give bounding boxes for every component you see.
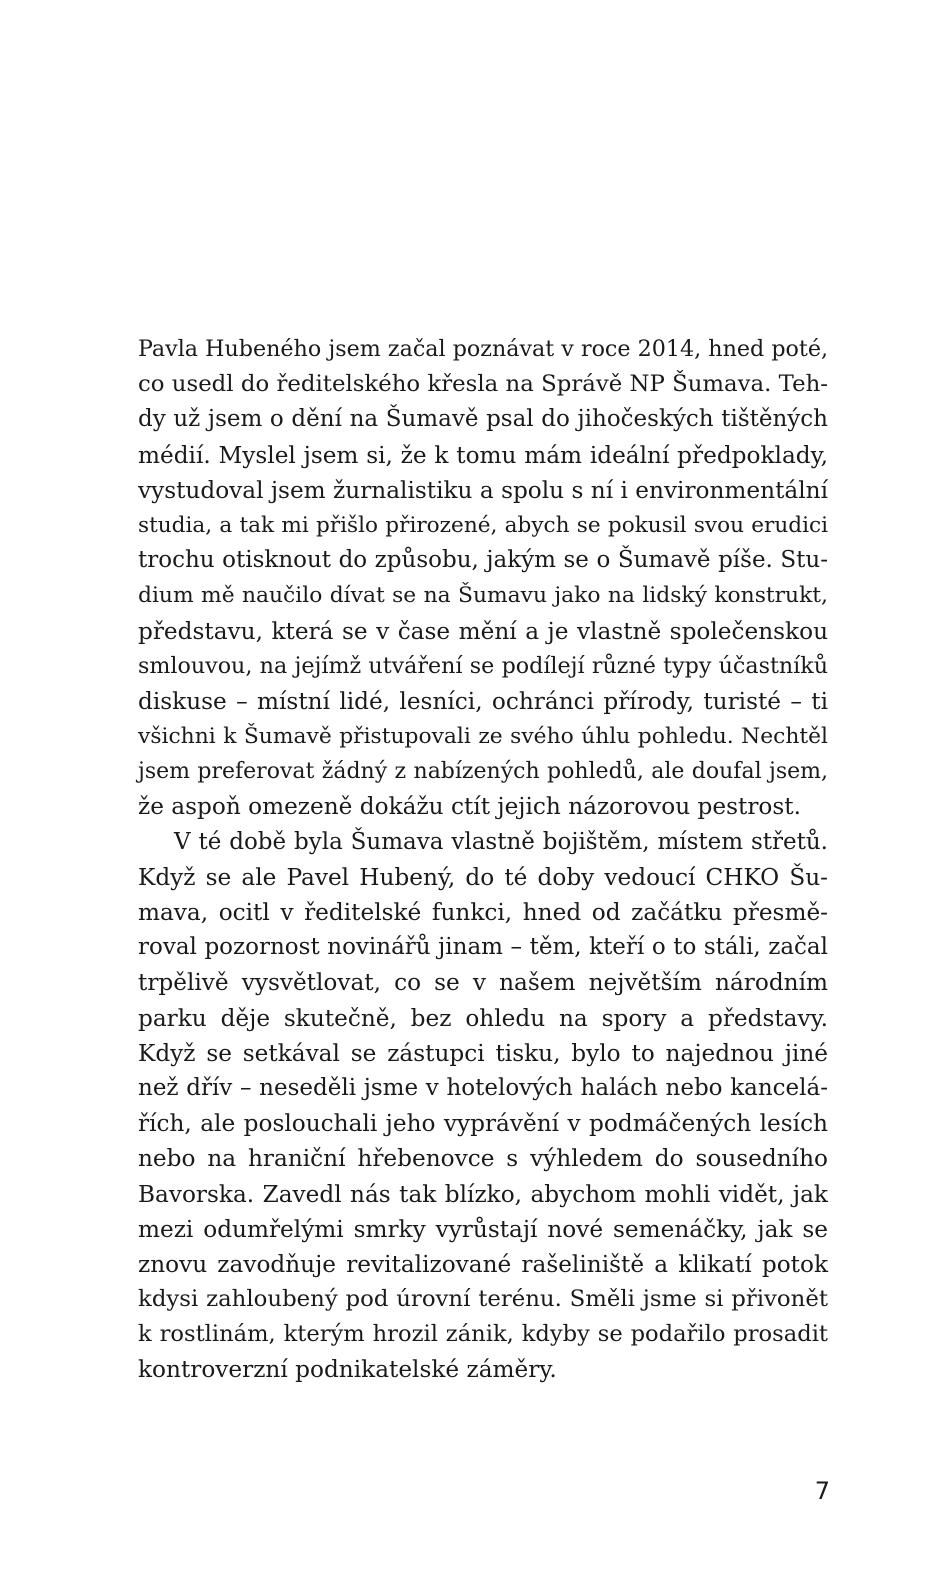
text-line: Bavorska. Zavedl nás tak blízko, abychom mohli vidět, jak	[138, 1180, 828, 1208]
text-line: Pavla Hubeného jsem začal poznávat v roce 2014, hned poté,	[138, 336, 828, 362]
text-line: trpělivě vysvětlovat, co se v našem největším národním	[138, 969, 828, 997]
text-line: kontroverzní podnikatelské záměry.	[138, 1356, 557, 1384]
text-line: dium mě naučilo dívat se na Šumavu jako na lidský konstrukt,	[138, 583, 828, 609]
text-line: kdysi zahloubený pod úrovní terénu. Směli jsme si přivonět	[138, 1286, 828, 1313]
text-line: než dřív – neseděli jsme v hotelových halách nebo kancelá-	[138, 1074, 828, 1101]
text-line: řích, ale poslouchali jeho vyprávění v podmáčených lesích	[138, 1110, 828, 1138]
text-line: médií. Myslel jsem si, že k tomu mám ideální předpoklady,	[138, 441, 828, 469]
text-line: V té době byla Šumava vlastně bojištěm, místem střetů.	[174, 828, 828, 855]
text-line: co usedl do ředitelského křesla na Správě NP Šumava. Teh-	[138, 371, 828, 398]
text-line: parku děje skutečně, bez ohledu na spory a představy.	[138, 1004, 828, 1032]
text-line: vystudoval jsem žurnalistiku a spolu s ní i environmentální	[138, 476, 828, 504]
text-line: znovu zavodňuje revitalizované rašeliniště a klikatí potok	[138, 1250, 828, 1278]
page-number: 7	[814, 1477, 830, 1505]
paragraph-2	[138, 825, 828, 1388]
text-line: roval pozornost novinářů jinam – těm, kteří o to stáli, začal	[138, 934, 828, 961]
text-line: jsem preferovat žádný z nabízených pohledů, ale doufal jsem,	[138, 759, 828, 785]
text-line: představu, která se v čase mění a je vlastně společenskou	[138, 617, 828, 645]
text-line: mava, ocitl v ředitelské funkci, hned od začátku přesmě-	[138, 899, 828, 926]
text-line: studia, a tak mi přišlo přirozené, abych se pokusil svou erudici	[138, 512, 828, 538]
text-line: diskuse – místní lidé, lesníci, ochránci přírody, turisté – ti	[138, 687, 828, 715]
text-line: k rostlinám, kterým hrozil zánik, kdyby se podařilo prosadit	[138, 1321, 828, 1348]
text-line: Když se setkával se zástupci tisku, bylo to najednou jiné	[138, 1039, 828, 1067]
text-line: všichni k Šumavě přistupovali ze svého úhlu pohledu. Nechtěl	[138, 724, 828, 750]
text-line: že aspoň omezeně dokážu ctít jejich názorovou pestrost.	[138, 793, 801, 821]
text-line: mezi odumřelými smrky vyrůstají nové semenáčky, jak se	[138, 1215, 828, 1243]
text-line: nebo na hraniční hřebenovce s výhledem do sousedního	[138, 1145, 828, 1173]
paragraph-1	[138, 332, 828, 825]
text-line: smlouvou, na jejímž utváření se podílejí různé typy účastníků	[138, 652, 828, 679]
text-line: dy už jsem o dění na Šumavě psal do jihočeských tištěných	[138, 406, 828, 433]
body-text	[138, 332, 828, 1388]
text-line: Když se ale Pavel Hubený, do té doby vedoucí CHKO Šu-	[138, 863, 828, 891]
text-line: trochu otisknout do způsobu, jakým se o Šumavě píše. Stu-	[138, 547, 828, 574]
